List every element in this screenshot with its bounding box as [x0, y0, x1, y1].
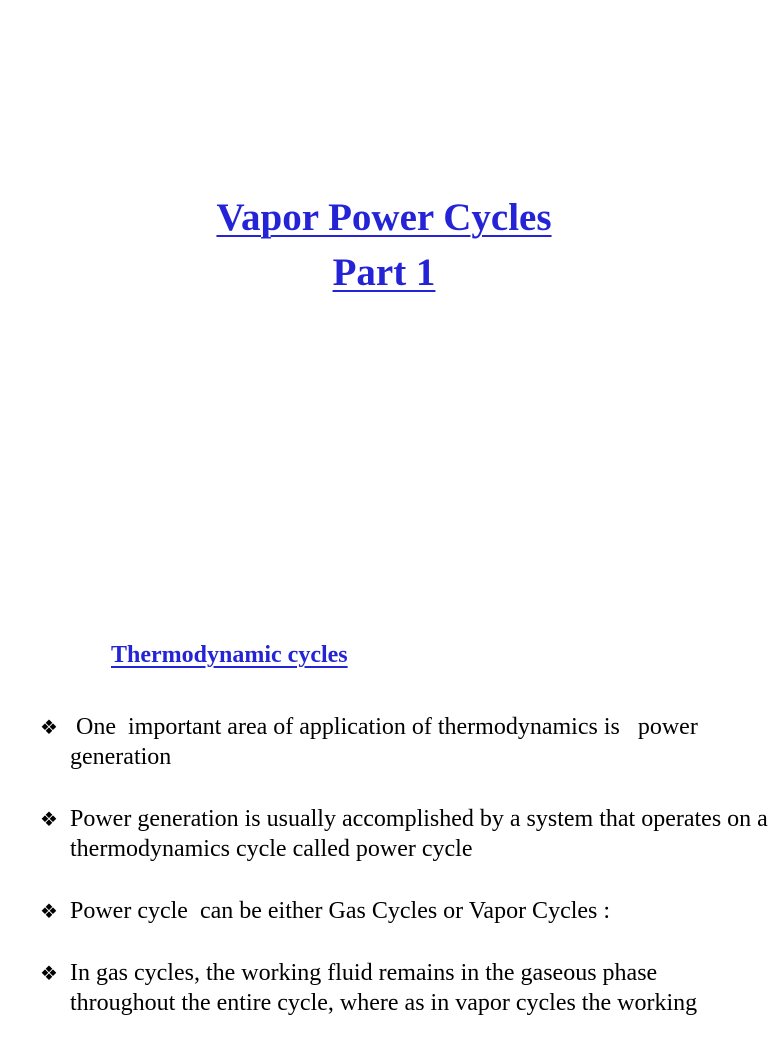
- list-item: [40, 958, 768, 1018]
- diamond-bullet-icon: ❖: [40, 807, 58, 831]
- bullet-text: In gas cycles, the working fluid remains in the gaseous phase throughout the entire cycle, where as in vapor cycles the working: [70, 960, 698, 1016]
- slide-title-line-1: Vapor Power Cycles: [216, 196, 552, 239]
- diamond-bullet-icon: ❖: [40, 899, 58, 923]
- bullet-text: Power cycle can be either Gas Cycles or Vapor Cycles :: [70, 898, 611, 924]
- list-item: [40, 896, 768, 926]
- bullet-text: Power generation is usually accomplished by a system that operates on a thermodynamics cycle called power cycle: [70, 806, 768, 862]
- bullet-text: One important area of application of thermodynamics is power generation: [70, 714, 704, 770]
- list-item: [40, 712, 768, 772]
- list-item: [40, 804, 768, 864]
- slide-title: [0, 190, 768, 300]
- diamond-bullet-icon: ❖: [40, 961, 58, 985]
- section-heading: Thermodynamic cycles: [111, 642, 348, 668]
- bullet-list: [40, 712, 768, 1050]
- diamond-bullet-icon: ❖: [40, 715, 58, 739]
- slide-title-line-2: Part 1: [332, 251, 436, 294]
